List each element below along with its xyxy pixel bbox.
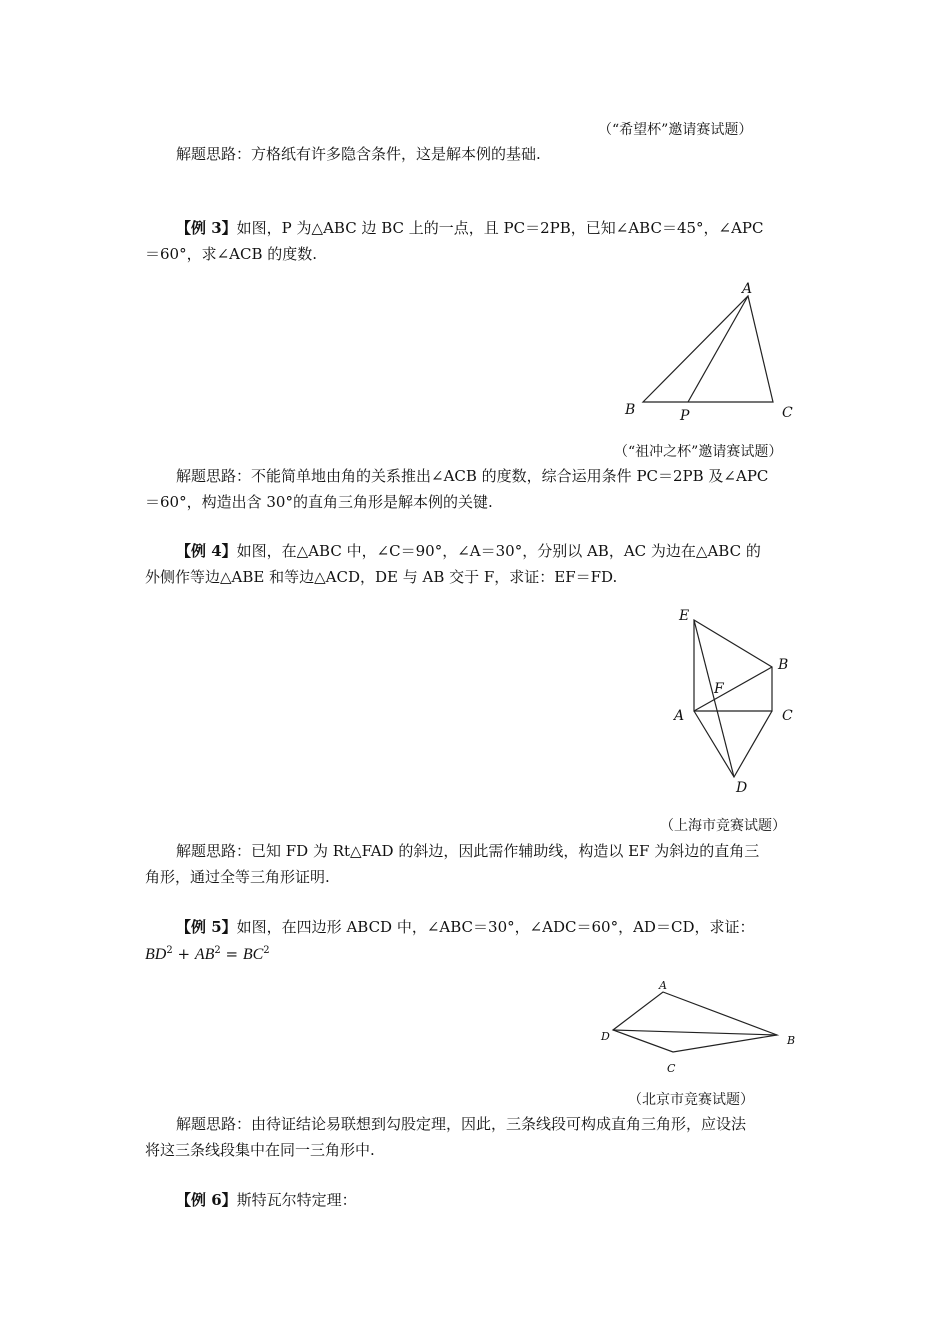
label-b: B bbox=[625, 402, 636, 418]
example-5-hint-line-1: 解题思路：由待证结论易联想到勾股定理，因此，三条线段可构成直角三角形，应设法 bbox=[176, 1115, 747, 1133]
example-3-tag: 【例 3】 bbox=[176, 219, 237, 237]
source-citation-top: （“希望杯”邀请赛试题） bbox=[598, 122, 753, 138]
label-a: A bbox=[742, 281, 753, 297]
label-c: C bbox=[782, 405, 793, 421]
segment-ed bbox=[694, 620, 734, 777]
segment-ap bbox=[688, 296, 748, 402]
source-citation-example-4: （上海市竞赛试题） bbox=[660, 818, 786, 834]
label-a: A bbox=[659, 979, 667, 992]
triangle-abc bbox=[643, 296, 773, 402]
label-d: D bbox=[736, 780, 748, 796]
source-citation-example-5: （北京市竞赛试题） bbox=[628, 1092, 754, 1108]
figure-example-4 bbox=[670, 600, 810, 800]
segment-db bbox=[613, 1030, 777, 1035]
label-a: A bbox=[674, 708, 685, 724]
quadrilateral-abcd bbox=[613, 992, 777, 1052]
label-e: E bbox=[679, 608, 690, 624]
example-5-hint-line-2: 将这三条线段集中在同一三角形中. bbox=[145, 1141, 375, 1159]
segment-ab bbox=[694, 667, 772, 711]
label-c: C bbox=[782, 708, 793, 724]
example-4-hint-line-1: 解题思路：已知 FD 为 Rt△FAD 的斜边，因此需作辅助线，构造以 EF 为斜边的直角三 bbox=[176, 842, 760, 860]
label-f: F bbox=[714, 681, 724, 697]
example-5-line-1: 【例 5】如图，在四边形 ABCD 中，∠ABC＝30°，∠ADC＝60°，AD＝CD，求证： bbox=[176, 918, 755, 936]
source-citation-example-3: （“祖冲之杯”邀请赛试题） bbox=[614, 444, 783, 460]
example-4-hint-line-2: 角形，通过全等三角形证明. bbox=[145, 868, 330, 886]
label-b: B bbox=[787, 1034, 796, 1047]
label-p: P bbox=[680, 408, 690, 424]
example-4-line-1: 【例 4】如图，在△ABC 中，∠C＝90°，∠A＝30°，分别以 AB，AC 为边在△ABC 的 bbox=[176, 542, 761, 560]
example-4-tag: 【例 4】 bbox=[176, 542, 237, 560]
triangle-acd-sides bbox=[694, 711, 772, 777]
example-5-tag: 【例 5】 bbox=[176, 918, 237, 936]
label-d: D bbox=[601, 1030, 610, 1043]
example-3-line-1: 【例 3】如图，P 为△ABC 边 BC 上的一点，且 PC＝2PB，已知∠ABC＝45°，∠APC bbox=[176, 219, 764, 237]
equation-bd2-ab2-bc2: $BD^2 + AB^2 = BC^2$ bbox=[145, 945, 270, 963]
example-3-line-2: ＝60°，求∠ACB 的度数. bbox=[145, 245, 318, 263]
label-c: C bbox=[667, 1062, 676, 1075]
figure-example-3 bbox=[610, 276, 810, 426]
example-3-hint-line-2: ＝60°，构造出含 30°的直角三角形是解本例的关键. bbox=[145, 493, 493, 511]
hint-text: 解题思路：方格纸有许多隐含条件，这是解本例的基础. bbox=[176, 145, 541, 163]
label-b: B bbox=[778, 657, 789, 673]
example-6-line-1: 【例 6】斯特瓦尔特定理： bbox=[176, 1191, 357, 1209]
example-4-line-2: 外侧作等边△ABE 和等边△ACD，DE 与 AB 交于 F，求证：EF＝FD. bbox=[145, 568, 618, 586]
example-6-tag: 【例 6】 bbox=[176, 1191, 237, 1209]
example-3-hint-line-1: 解题思路：不能简单地由角的关系推出∠ACB 的度数，综合运用条件 PC＝2PB 及∠APC bbox=[176, 467, 769, 485]
figure-example-5 bbox=[595, 975, 805, 1075]
